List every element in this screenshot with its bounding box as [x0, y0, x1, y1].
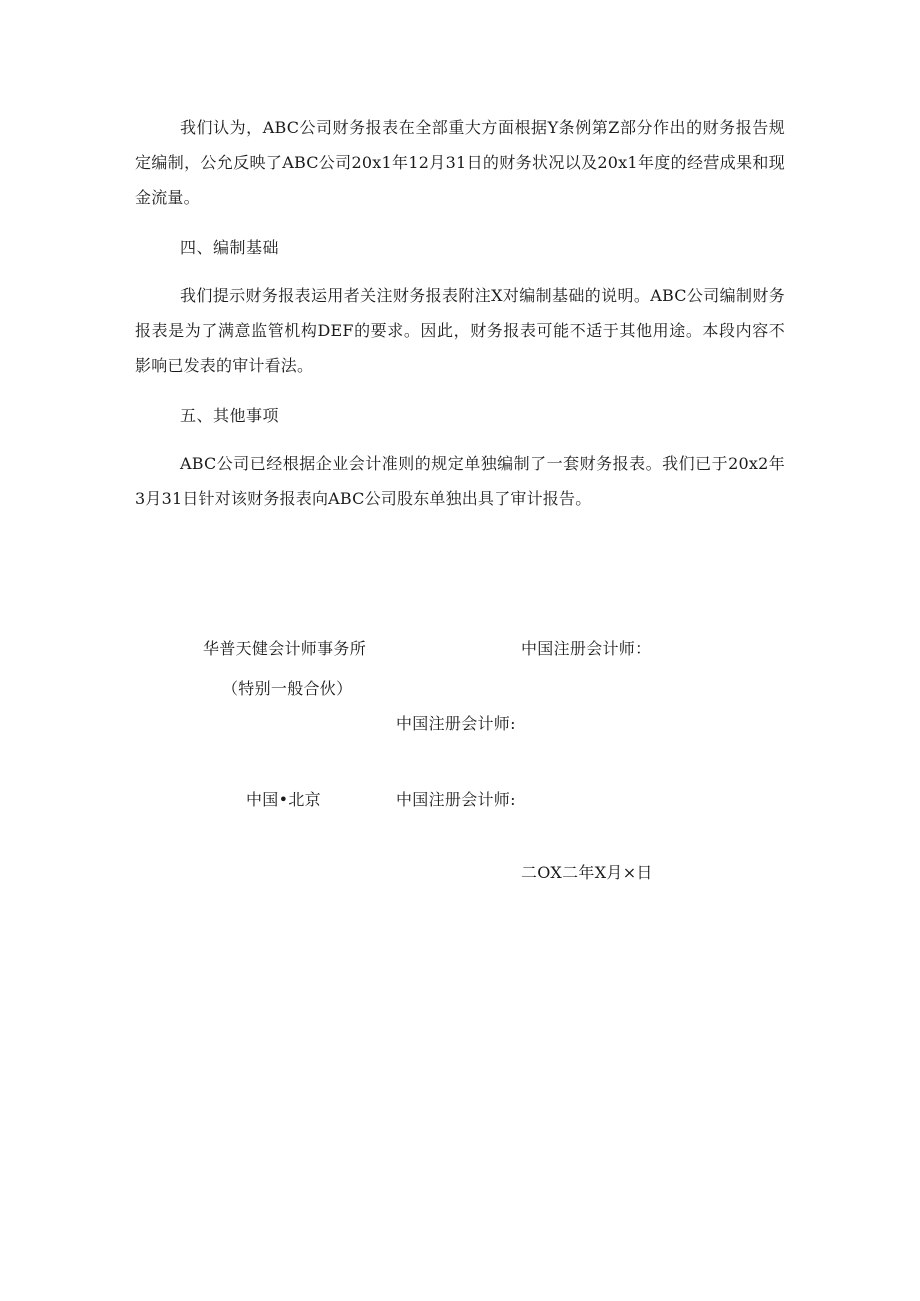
- cpa-signature-label-1: 中国注册会计师：: [521, 639, 652, 658]
- cpa-signature-label-3: 中国注册会计师:: [396, 790, 516, 809]
- report-date: 二OX二年X月×日: [521, 863, 653, 882]
- section-four-heading: 四、编制基础: [180, 238, 280, 257]
- section-four-body: 我们提示财务报表运用者关注财务报表附注X对编制基础的说明。ABC公司编制财务报表是为了满意监管机构DEF的要求。因此，财务报表可能不适于其他用途。本段内容不影响已发表的审计看法。: [135, 286, 785, 375]
- cpa-signature-label-2: 中国注册会计师:: [396, 714, 516, 733]
- section-five-body: ABC公司已经根据企业会计准则的规定单独编制了一套财务报表。我们已于20x2年3月31日针对该财务报表向ABC公司股东单独出具了审计报告。: [135, 454, 785, 508]
- section-five-heading: 五、其他事项: [180, 406, 280, 425]
- firm-name: 华普天健会计师事务所: [203, 639, 367, 658]
- opinion-paragraph: 我们认为，ABC公司财务报表在全部重大方面根据Y条例第Z部分作出的财务报告规定编制，公允反映了ABC公司20x1年12月31日的财务状况以及20x1年度的经营成果和现金流量。: [135, 118, 785, 207]
- firm-type: （特别一般合伙）: [222, 679, 353, 698]
- location: 中国•北京: [246, 790, 321, 809]
